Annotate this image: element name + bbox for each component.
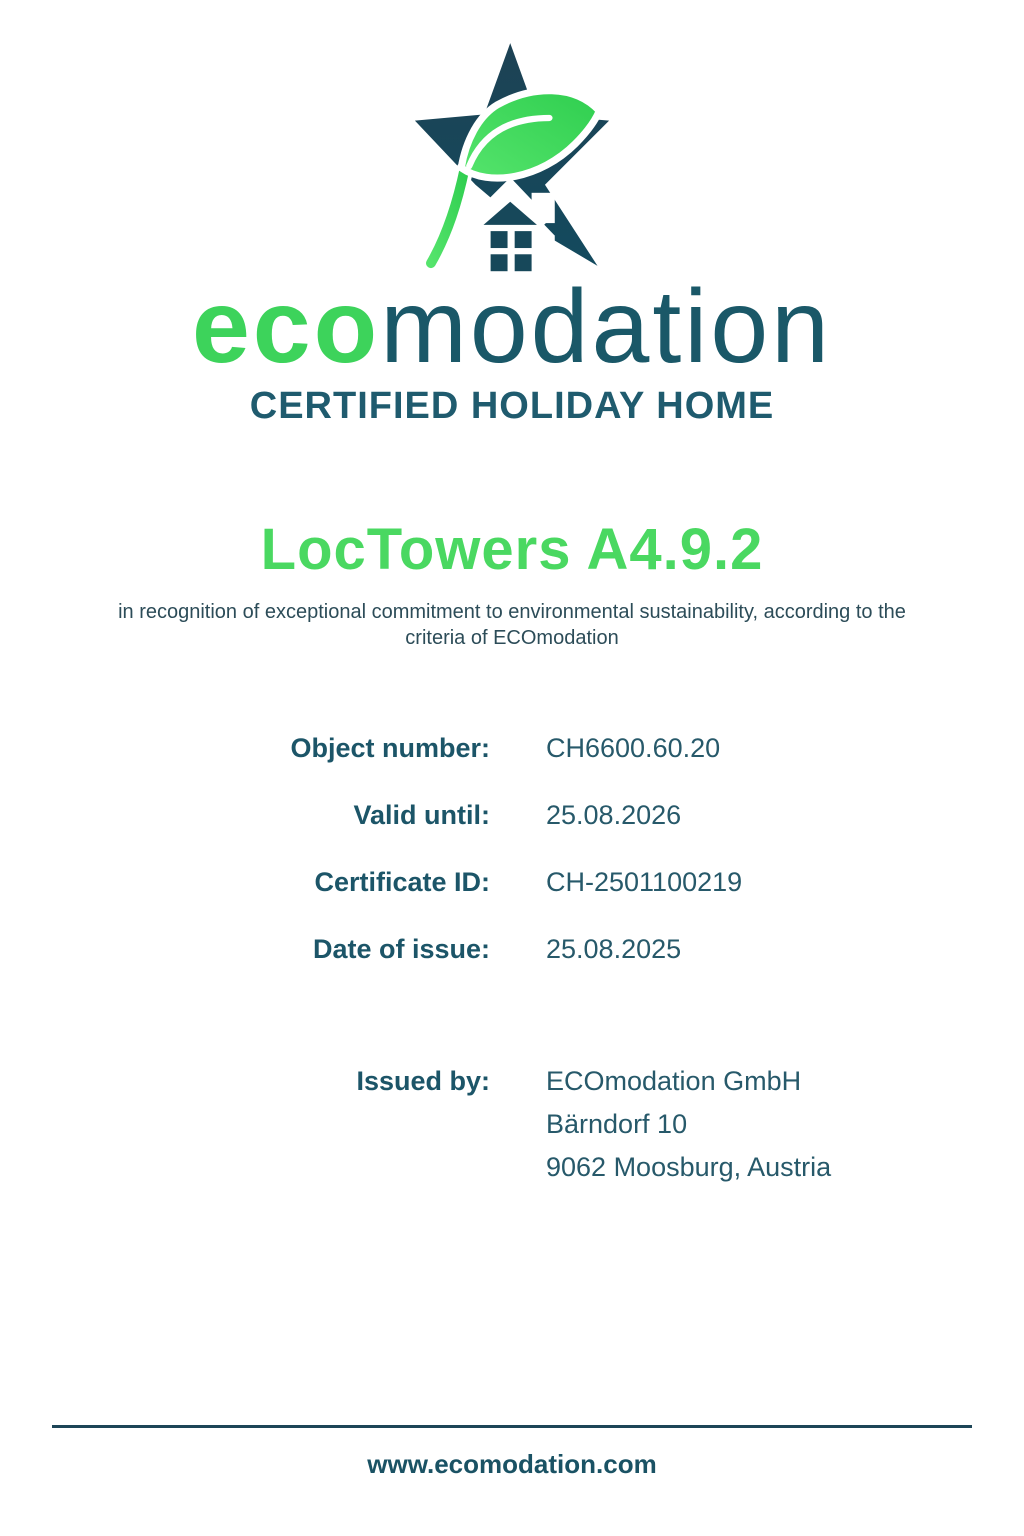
detail-row-object-number xyxy=(0,733,1024,763)
valid-until-label: Valid until: xyxy=(353,799,490,830)
certificate-id-label: Certificate ID: xyxy=(314,866,490,897)
issuer-name: ECOmodation GmbH xyxy=(546,1065,802,1096)
brand-tagline: CERTIFIED HOLIDAY HOME xyxy=(249,384,775,427)
certificate-details xyxy=(0,733,1024,1189)
certificate-body xyxy=(0,516,1024,1189)
ecomodation-logo xyxy=(414,36,610,273)
wordmark xyxy=(0,269,1024,385)
recognition-line-2: criteria of ECOmodation xyxy=(405,626,619,649)
detail-row-certificate-id xyxy=(0,867,1024,897)
issued-by-value xyxy=(490,1060,1024,1189)
issuer-city: 9062 Moosburg, Austria xyxy=(546,1151,832,1182)
brand-header xyxy=(0,0,1024,428)
detail-row-date-of-issue xyxy=(0,934,1024,964)
detail-row-issued-by xyxy=(0,1060,1024,1189)
detail-row-valid-until xyxy=(0,800,1024,830)
issuer-street: Bärndorf 10 xyxy=(546,1108,688,1139)
object-number-label: Object number: xyxy=(290,732,490,763)
valid-until-value: 25.08.2026 xyxy=(546,799,682,830)
recognition-text xyxy=(0,599,1024,651)
recognition-line-1: in recognition of exceptional commitment to environmental sustainability, according to the xyxy=(118,600,906,623)
wordmark-eco: eco xyxy=(191,269,381,385)
property-title: LocTowers A4.9.2 xyxy=(260,516,764,582)
wordmark-modation: modation xyxy=(380,269,833,385)
date-of-issue-label: Date of issue: xyxy=(312,933,490,964)
footer-website: www.ecomodation.com xyxy=(367,1449,657,1479)
date-of-issue-value: 25.08.2025 xyxy=(546,933,682,964)
house-icon xyxy=(459,186,555,273)
footer-divider xyxy=(52,1425,972,1428)
issued-by-label: Issued by: xyxy=(356,1065,490,1096)
object-number-value: CH6600.60.20 xyxy=(546,732,721,763)
certificate-id-value: CH-2501100219 xyxy=(546,866,743,897)
